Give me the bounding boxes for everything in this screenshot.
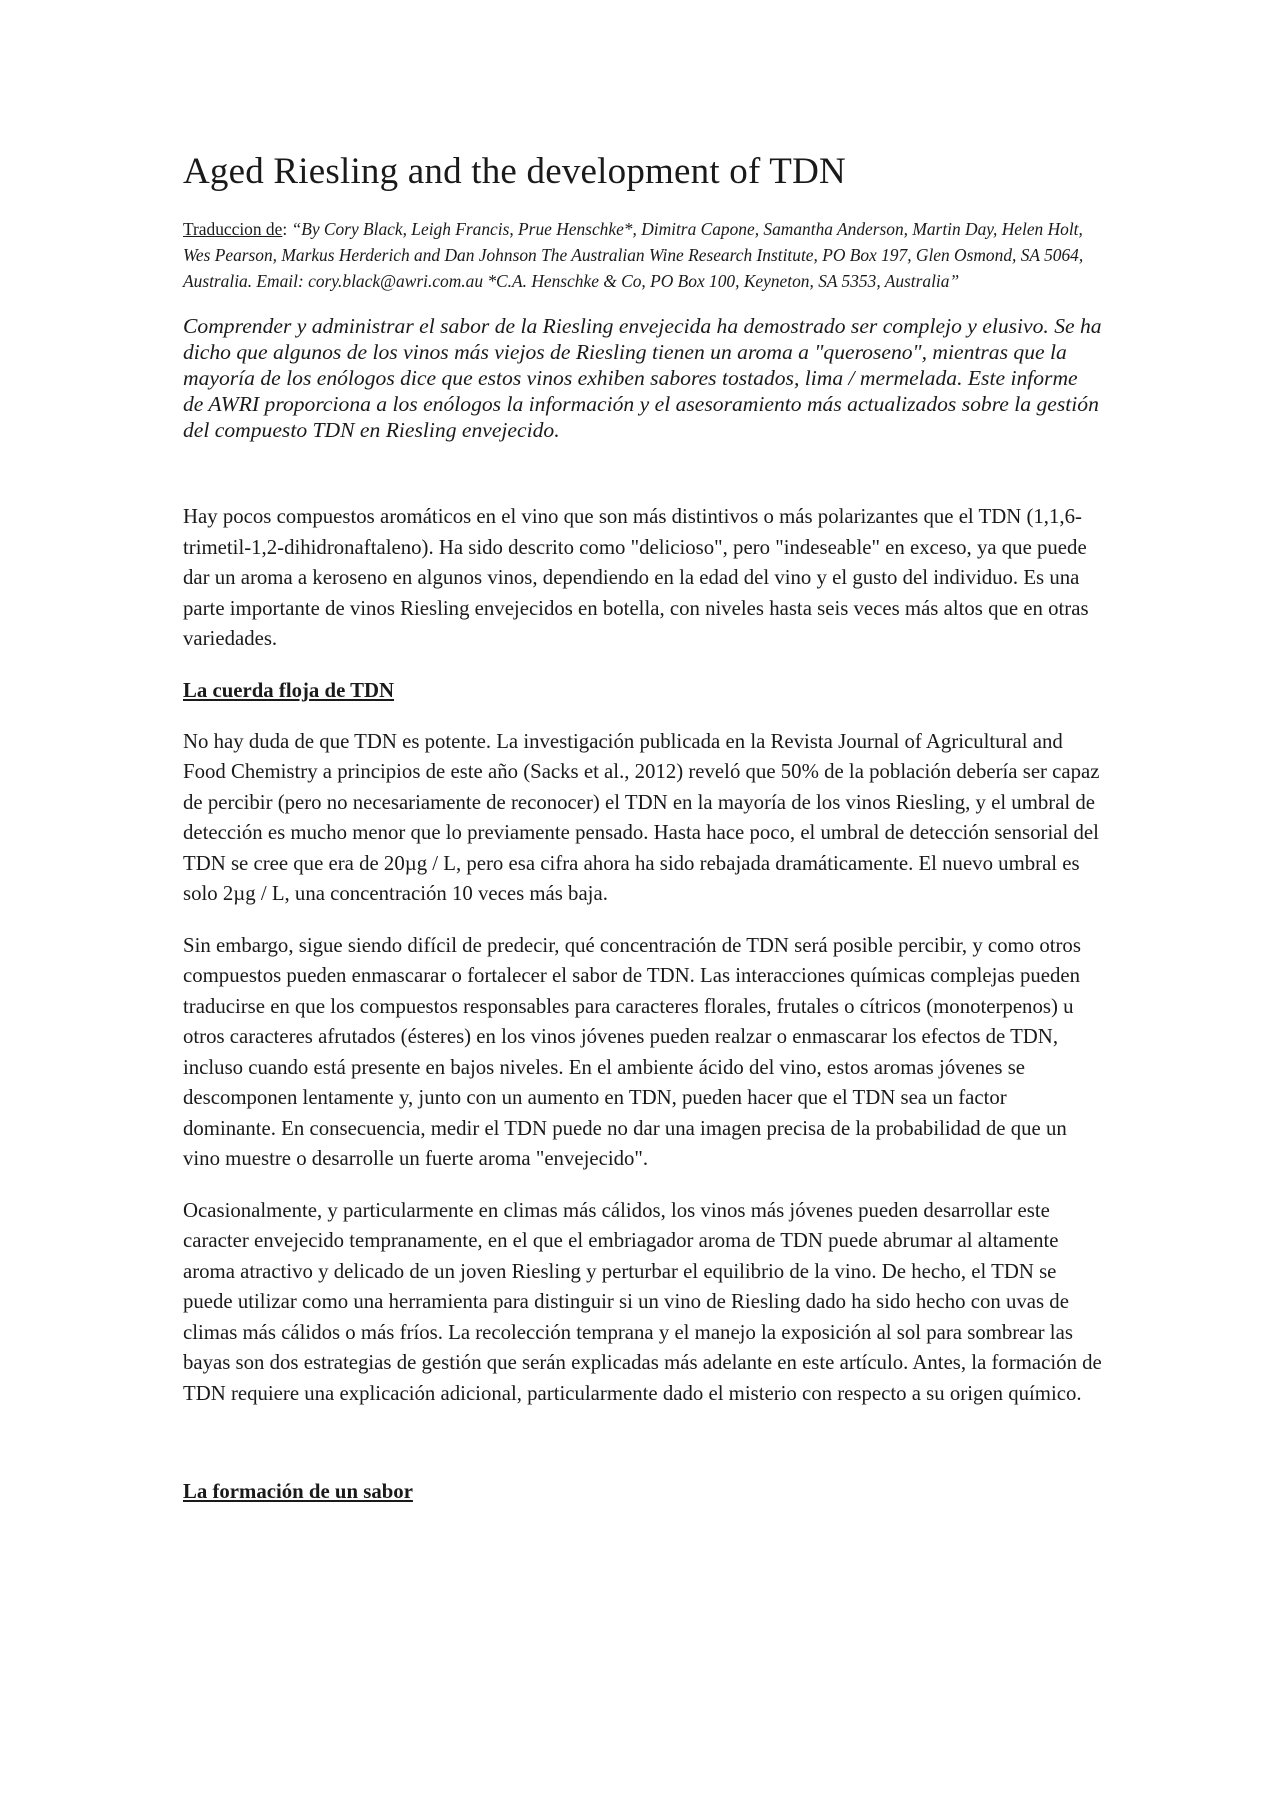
body-paragraph-warm-climates: Ocasionalmente, y particularmente en climas más cálidos, los vinos más jóvenes pueden desarrollar este caracter envejecido tempranamente, en el que el embriagador aroma de TDN puede abrumar al altamente aroma atractivo y delicado de un joven Riesling y perturbar el equilibrio de la vino. De hecho, el TDN se puede utilizar como una herramienta para distinguir si un vino de Riesling dado ha sido hecho con uvas de climas más cálidos o más fríos. La recolección temprana y el manejo la exposición al sol para sombrear las bayas son dos estrategias de gestión que serán explicadas más adelante en este artículo. Antes, la formación de TDN requiere una explicación adicional, particularmente dado el misterio con respecto a su origen químico. [183,1198,1102,1405]
body-paragraph-interactions: Sin embargo, sigue siendo difícil de predecir, qué concentración de TDN será posible percibir, y como otros compuestos pueden enmascarar o fortalecer el sabor de TDN. Las interacciones químicas complejas pueden traducirse en que los compuestos responsables para caracteres florales, frutales o cítricos (monoterpenos) u otros caracteres afrutados (ésteres) en los vinos jóvenes pueden realzar o enmascarar los efectos de TDN, incluso cuando está presente en bajos niveles. En el ambiente ácido del vino, estos aromas jóvenes se descomponen lentamente y, junto con un aumento en TDN, pueden hacer que el TDN sea un factor dominante. En consecuencia, medir el TDN puede no dar una imagen precisa de la probabilidad de que un vino muestre o desarrolle un fuerte aroma "envejecido". [183,933,1081,1171]
section-heading-tightrope: La cuerda floja de TDN [183,678,395,702]
translation-credit [183,216,1103,294]
credit-separator: : [282,219,292,240]
credit-lead: Traduccion de [183,219,283,240]
credit-authors: “By Cory Black, Leigh Francis, Prue Henschke*, Dimitra Capone, Samantha Anderson, Martin Day, Helen Holt, Wes Pearson, Markus Herderich and Dan Johnson The Australian Wine Research Institute, PO Box 197, Glen Osmond, SA 5064, Australia. Email: cory.black@awri.com.au *C.A. Henschke & Co, PO Box 100, Keyneton, SA 5353, Australia” [183,219,1084,292]
document-title: Aged Riesling and the development of TDN [183,151,846,192]
body-paragraph-potency: No hay duda de que TDN es potente. La investigación publicada en la Revista Journal of Agricultural and Food Chemistry a principios de este año (Sacks et al., 2012) reveló que 50% de la población debería ser capaz de percibir (pero no necesariamente de reconocer) el TDN en la mayoría de los vinos Riesling, y el umbral de detección es mucho menor que lo previamente pensado. Hasta hace poco, el umbral de detección sensorial del TDN se cree que era de 20µg / L, pero esa cifra ahora ha sido rebajada dramáticamente. El nuevo umbral es solo 2µg / L, una concentración 10 veces más baja. [183,729,1100,906]
abstract-paragraph: Comprender y administrar el sabor de la Riesling envejecida ha demostrado ser complejo y elusivo. Se ha dicho que algunos de los vinos más viejos de Riesling tienen un aroma a "queroseno", mientras que la mayoría de los enólogos dice que estos vinos exhiben sabores tostados, lima / mermelada. Este informe de AWRI proporciona a los enólogos la información y el asesoramiento más actualizados sobre la gestión del compuesto TDN en Riesling envejecido. [183,314,1102,443]
section-heading-formation: La formación de un sabor [183,1480,413,1504]
document-page [183,150,1103,1528]
intro-paragraph: Hay pocos compuestos aromáticos en el vino que son más distintivos o más polarizantes que el TDN (1,1,6-trimetil-1,2-dihidronaftaleno). Ha sido descrito como "delicioso", pero "indeseable" en exceso, ya que puede dar un aroma a keroseno en algunos vinos, dependiendo en la edad del vino y el gusto del individuo. Es una parte importante de vinos Riesling envejecidos en botella, con niveles hasta seis veces más altos que en otras variedades. [183,505,1089,651]
